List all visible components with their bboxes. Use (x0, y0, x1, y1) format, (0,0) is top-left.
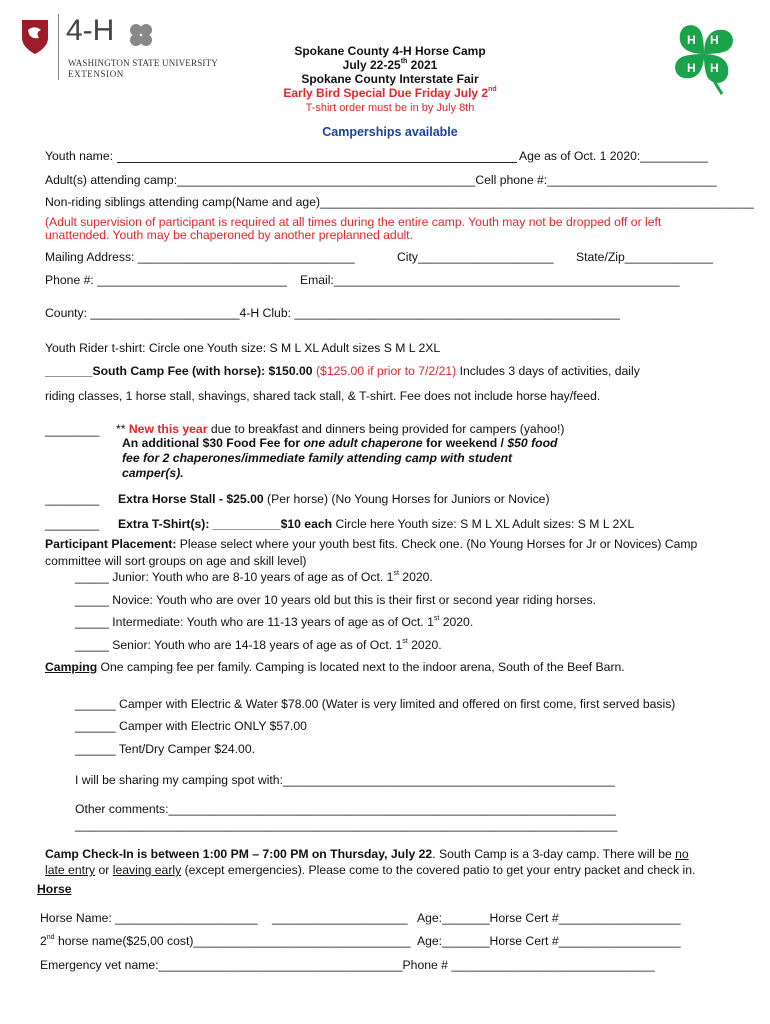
early-bird-sup: nd (488, 86, 497, 93)
header-dates-year: 2021 (407, 58, 438, 72)
second-horse-label: horse name($25,00 cost)________________________________ (54, 934, 411, 948)
checkin-time: Camp Check-In is between 1:00 PM – 7:00 PM on Thursday, July 22 (45, 847, 433, 861)
food-fee-blank[interactable]: ________ (45, 423, 100, 437)
south-camp-early-price: ($125.00 if prior to 7/2/21) (315, 364, 457, 378)
checkin-late-entry: late entry (45, 863, 96, 877)
checkin-no: no (675, 847, 689, 861)
header-tshirt-deadline: T-shirt order must be in by July 8th (305, 102, 475, 114)
wsu-logo (20, 18, 50, 59)
food-fee-stars: ** (116, 422, 129, 436)
junior-sup: st (393, 570, 399, 577)
header-dates-text: July 22-25 (342, 58, 401, 72)
wsu-shield-icon (20, 18, 50, 56)
south-camp-details: riding classes, 1 horse stall, shavings, shared tack stall, & T-shirt. Fee does not include horse hay/feed. (45, 389, 601, 403)
supervision-note-1: (Adult supervision of participant is required at all times during the entire camp. Youth may not be dropped off or left (45, 215, 662, 229)
placement-title: Participant Placement: (45, 537, 177, 551)
horse-name-field[interactable] (40, 911, 258, 925)
youth-name-text: Youth name: (45, 149, 113, 163)
extra-shirt-sizes: Circle here Youth size: S M L XL Adult sizes: S M L 2XL (332, 517, 635, 531)
clover-letter-2: H (710, 33, 719, 47)
youth-name-field[interactable] (117, 162, 517, 163)
header-fair: Spokane County Interstate Fair (301, 72, 479, 86)
clover-letter-1: H (687, 33, 696, 47)
horse-section-title: Horse (37, 882, 72, 896)
early-bird-text: Early Bird Special Due Friday July 2 (283, 86, 489, 100)
header-dates-sup: th (400, 58, 408, 65)
phone-field[interactable]: Phone #: ____________________________ (45, 273, 287, 287)
wsu-name: WASHINGTON STATE UNIVERSITY (68, 58, 219, 68)
extra-shirt-line (118, 517, 634, 531)
horse-name-extra[interactable]: ____________________ (272, 911, 408, 925)
county-club-field[interactable]: County: ______________________4-H Club: ________________________________________________ (45, 306, 620, 320)
camping-text: One camping fee per family. Camping is located next to the indoor arena, South of the Beef Barn. (97, 660, 625, 674)
food-fee-line4: camper(s). (122, 466, 184, 480)
extra-stall-title: Extra Horse Stall - $25.00 (118, 492, 264, 506)
second-horse-field[interactable] (40, 934, 410, 948)
intermediate-year: 2020. (439, 615, 474, 629)
placement-text: Please select where your youth best fits. Check one. (No Young Horses for Jr or Novices) Camp (176, 537, 698, 551)
extra-stall-note: (Per horse) (No Young Horses for Juniors or Novice) (263, 492, 550, 506)
youth-name-label (45, 149, 113, 163)
fourh-clover-icon (664, 14, 744, 98)
food-fee-additional: An additional $30 Food Fee for (122, 436, 304, 450)
vet-field[interactable]: Emergency vet name:____________________________________Phone # ______________________________ (40, 958, 655, 972)
checkin-or: or (95, 863, 113, 877)
camperships-note: Camperships available (322, 125, 458, 139)
adults-field[interactable]: Adult(s) attending camp:____________________________________________Cell phone #:_________________________ (45, 173, 717, 187)
tshirt-size-line: Youth Rider t-shirt: Circle one Youth size: S M L XL Adult sizes S M L 2XL (45, 341, 441, 355)
header-dates (200, 58, 580, 72)
camping-title: Camping (45, 660, 98, 674)
wsu-extension: EXTENSION (68, 69, 124, 79)
senior-text: _____ Senior: Youth who are 14-18 years of age as of Oct. 1 (75, 638, 403, 652)
small-clover-icon (128, 22, 154, 48)
food-fee-line1 (116, 422, 565, 436)
horse-age-cert-field[interactable]: Age:_______Horse Cert #__________________ (417, 911, 681, 925)
food-fee-reason: due to breakfast and dinners being provided for campers (yahoo!) (207, 422, 565, 436)
checkin-instructions: (except emergencies). Please come to the covered patio to get your entry packet and check in. (181, 863, 696, 877)
header-title: Spokane County 4-H Horse Camp (294, 44, 486, 58)
placement-intermediate[interactable] (75, 615, 473, 629)
placement-junior[interactable] (75, 570, 433, 584)
fourh-text-logo (66, 14, 114, 48)
email-field[interactable]: Email:___________________________________________________ (300, 273, 680, 287)
placement-intro (45, 537, 697, 551)
senior-sup: st (402, 638, 408, 645)
comments-field-2[interactable]: ________________________________________________________________________________ (75, 818, 618, 832)
second-horse-num: 2 (40, 934, 47, 948)
food-fee-line3: fee for 2 chaperones/immediate family attending camp with student (122, 451, 513, 465)
state-field[interactable]: State/Zip_____________ (576, 250, 713, 264)
mailing-field[interactable]: Mailing Address: ________________________________ (45, 250, 355, 264)
horse-name-label: Horse Name: _____________________ (40, 911, 258, 925)
header-early-bird (200, 86, 580, 100)
placement-text-2: committee will sort groups on age and skill level) (45, 554, 307, 568)
checkin-text: . South Camp is a 3-day camp. There will be (432, 847, 676, 861)
comments-field[interactable]: Other comments:__________________________________________________________________ (75, 802, 616, 816)
south-camp-title: South Camp Fee (with horse): $150.00 (92, 364, 316, 378)
south-camp-fee (45, 364, 640, 378)
food-fee-new: New this year (128, 422, 208, 436)
second-horse-age-cert-field[interactable]: Age:_______Horse Cert #__________________ (417, 934, 681, 948)
senior-year: 2020. (407, 638, 442, 652)
clover-letter-4: H (687, 61, 696, 75)
placement-senior[interactable] (75, 638, 442, 652)
checkin-line2 (45, 863, 695, 877)
siblings-field[interactable]: Non-riding siblings attending camp(Name and age)________________________________________________________________ (45, 195, 754, 209)
camping-option-tent[interactable]: ______ Tent/Dry Camper $24.00. (75, 742, 255, 756)
food-fee-50: $50 food (507, 436, 558, 450)
south-camp-blank[interactable]: _______ (45, 364, 93, 378)
south-camp-includes: Includes 3 days of activities, daily (456, 364, 640, 378)
extra-stall-blank[interactable]: ________ (45, 492, 100, 506)
food-fee-weekend: for weekend / (422, 436, 508, 450)
checkin-line1 (45, 847, 689, 861)
clover-letter-3: H (710, 61, 719, 75)
intermediate-sup: st (433, 615, 440, 622)
fourh-wordmark: 4-H (66, 14, 115, 47)
camping-option-electric-only[interactable]: ______ Camper with Electric ONLY $57.00 (75, 719, 307, 733)
placement-novice[interactable]: _____ Novice: Youth who are over 10 years old but this is their first or second year riding horses. (75, 593, 596, 607)
extra-stall-line (118, 492, 550, 506)
camping-intro (45, 660, 625, 674)
food-fee-one-adult: one adult chaperone (303, 436, 423, 450)
junior-text: _____ Junior: Youth who are 8-10 years of age as of Oct. 1 (75, 570, 394, 584)
supervision-note-2: unattended. Youth may be chaperoned by another preplanned adult. (45, 228, 413, 242)
extra-shirt-blank[interactable]: ________ (45, 517, 100, 531)
logo-divider (58, 14, 59, 80)
city-field[interactable]: City____________________ (397, 250, 554, 264)
food-fee-line2 (122, 436, 557, 450)
intermediate-text: _____ Intermediate: Youth who are 11-13 years of age as of Oct. 1 (75, 615, 434, 629)
age-field[interactable]: Age as of Oct. 1 2020:__________ (519, 149, 709, 163)
checkin-leaving-early: leaving early (112, 863, 182, 877)
camping-option-electric-water[interactable]: ______ Camper with Electric & Water $78.00 (Water is very limited and offered on first come, first served basis) (75, 697, 676, 711)
junior-year: 2020. (398, 570, 433, 584)
extra-shirt-title: Extra T-Shirt(s): __________$10 each (118, 517, 333, 531)
sharing-field[interactable]: I will be sharing my camping spot with:_________________________________________________ (75, 773, 616, 787)
second-horse-sup: nd (46, 934, 55, 941)
